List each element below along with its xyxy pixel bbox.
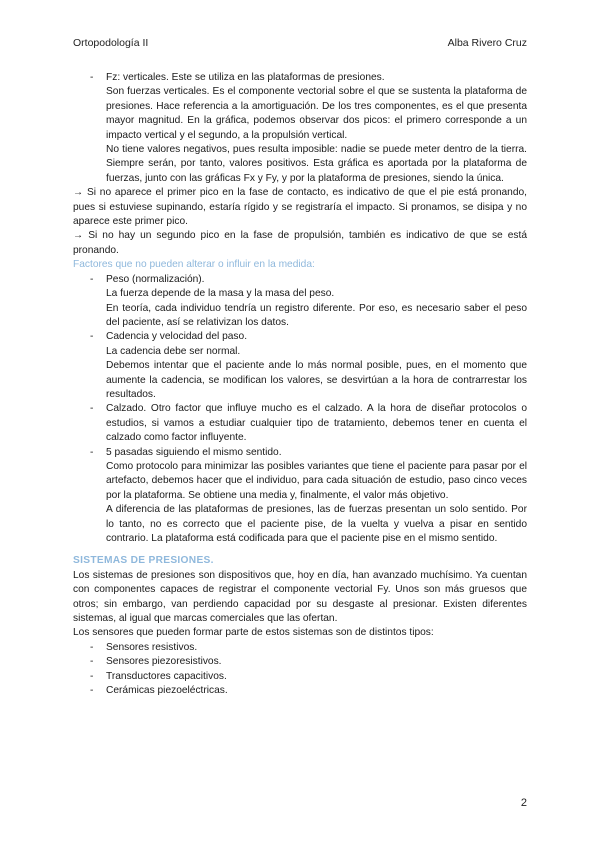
factor-list-item (73, 273, 527, 331)
list-dash: - (90, 670, 94, 682)
list-item-title: Fz: verticales. Este se utiliza en las plataformas de presiones. (106, 72, 385, 83)
arrow-note: → Si no hay un segundo pico en la fase de propulsión, también es indicativo de que se está pronando. (73, 230, 527, 256)
arrow-note: → Si no aparece el primer pico en la fase de contacto, es indicativo de que el pie está pronando, pues si estuviese supinando, estaría rígido y se registraría el impacto. Si pronamos, se disipa y no aparece este primer pico. (73, 187, 527, 228)
sensor-list-item (73, 684, 527, 698)
list-item-paragraph: Son fuerzas verticales. Es el componente vectorial sobre el que se sustenta la plataforma de presiones. Hace referencia a la amortiguación. De los tres componentes, es el que presenta mayor magnitud. En la gráfica, podemos observar dos picos: el primero corresponde a un impacto vertical y el segundo, a la propulsión vertical. (106, 86, 527, 141)
page-number: 2 (520, 797, 527, 809)
list-item-paragraph: En teoría, cada individuo tendría un registro diferente. Por eso, es necesario saber el peso del paciente, así se relativizan los datos. (106, 302, 527, 328)
list-item-paragraph: La cadencia debe ser normal. (106, 345, 241, 357)
list-dash: - (90, 685, 94, 697)
sensor-list-item (73, 641, 527, 655)
list-dash: - (90, 446, 94, 458)
list-dash: - (90, 656, 94, 668)
sensor-type: Transductores capacitivos. (106, 670, 227, 682)
factors-heading: Factores que no pueden alterar o influir en la medida: (73, 259, 315, 271)
factor-list-item (73, 330, 527, 402)
list-item-title: Calzado. Otro factor que influye mucho es el calzado. A la hora de diseñar protocolos o estudios, si vamos a estudiar cualquier tipo de tratamiento, debemos tener en cuenta el calzado como factor influyente. (106, 403, 527, 444)
factor-list-item (73, 402, 527, 445)
sensor-list-item (73, 655, 527, 669)
sensor-list-item (73, 670, 527, 684)
systems-paragraph: Los sistemas de presiones son dispositivos que, hoy en día, han avanzado muchísimo. Ya cuentan con componentes capaces de registrar el componente vectorial Fy. Unos son más gruesos que otros; sin embargo, van perdiendo capacidad por su desgaste al presionar. Existen diferentes sistemas, al igual que marcas comerciales que las ofertan. (73, 569, 527, 625)
list-item-paragraph: A diferencia de las plataformas de presiones, las de fuerzas presentan un solo sentido. Por lo tanto, no es correcto que el paciente pise, de la vuelta y vuelva a pisar en sentido contrario. La plataforma está codificada para que el paciente pise en el mismo sentido. (106, 504, 527, 544)
list-dash: - (90, 331, 94, 343)
list-dash: - (90, 403, 94, 415)
list-item-title: 5 pasadas siguiendo el mismo sentido. (106, 446, 282, 458)
systems-heading: SISTEMAS DE PRESIONES. (73, 555, 214, 567)
list-item-paragraph: No tiene valores negativos, pues resulta imposible: nadie se puede meter dentro de la tierra. Siempre serán, por tanto, valores positivos. Esta gráfica es aportada por la plataforma de fuerzas, junto con las gráficas Fx y Fy, y por la plataforma de presiones, siendo la única. (106, 144, 527, 184)
fz-list-item (73, 71, 527, 186)
list-item-paragraph: La fuerza depende de la masa y la masa del peso. (106, 288, 335, 300)
header-author: Alba Rivero Cruz (447, 37, 527, 49)
page-content (73, 71, 527, 698)
sensor-type: Cerámicas piezoeléctricas. (106, 685, 228, 697)
factor-list-item (73, 446, 527, 547)
list-dash: - (90, 72, 94, 83)
header-course-title: Ortopodología II (73, 37, 149, 49)
list-dash: - (90, 273, 94, 285)
list-item-title: Cadencia y velocidad del paso. (106, 331, 248, 343)
list-item-paragraph: Debemos intentar que el paciente ande lo más normal posible, pues, en el momento que aumente la cadencia, se modifican los valores, se desvirtúan a la hora de contrarrestar los resultados. (106, 360, 527, 400)
list-dash: - (90, 641, 94, 653)
sensor-type: Sensores piezoresistivos. (106, 656, 222, 668)
list-item-paragraph: Como protocolo para minimizar las posibles variantes que tiene el paciente para pasar por el artefacto, debemos hacer que el individuo, para cada situación de estudio, paso cinco veces por la plataforma. Se obtiene una media y, finalmente, el valor más objetivo. (106, 460, 527, 501)
systems-paragraph: Los sensores que pueden formar parte de estos sistemas son de distintos tipos: (73, 627, 434, 639)
sensor-type: Sensores resistivos. (106, 641, 198, 653)
list-item-title: Peso (normalización). (106, 273, 205, 285)
